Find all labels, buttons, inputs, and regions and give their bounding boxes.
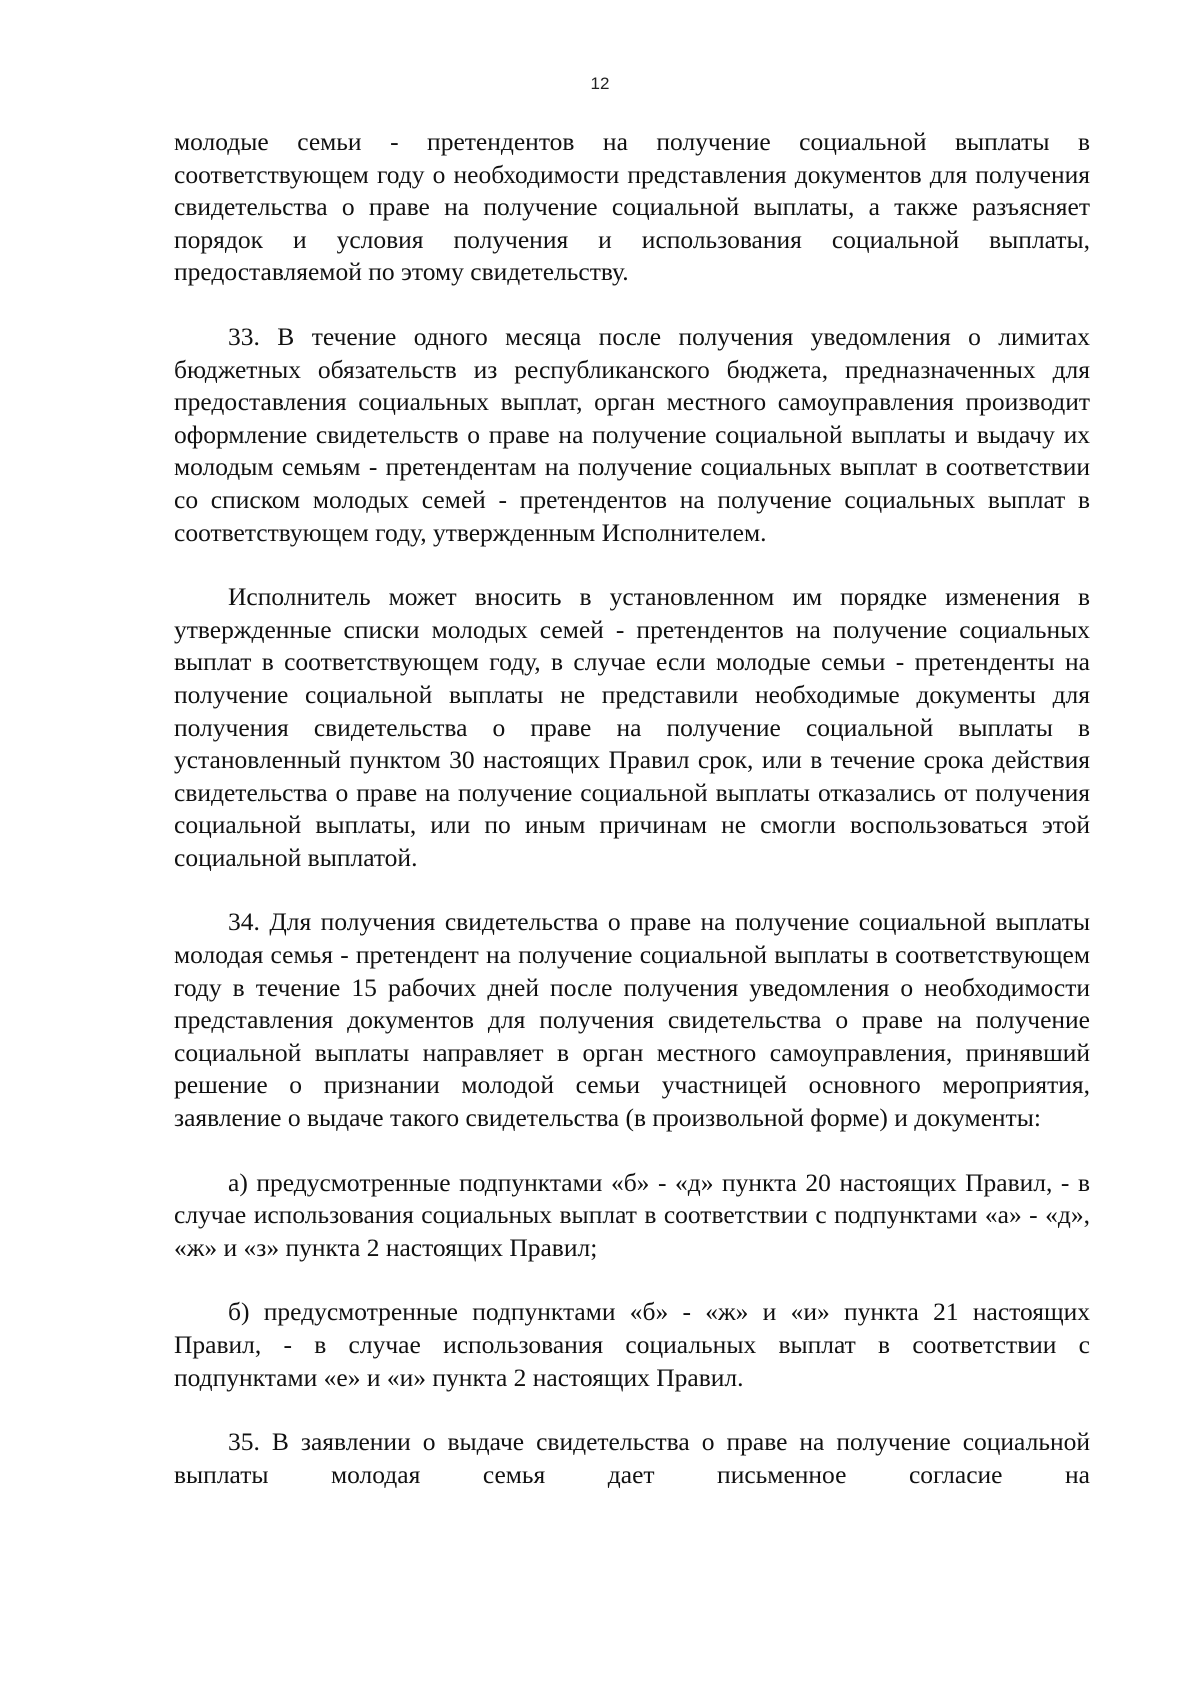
paragraph-continuation: молодые семьи - претендентов на получение социальной выплаты в соответствующем году о необходимости представления документов для получения свидетельства о праве на получение социальной выплаты, а также разъясняет порядок и условия получения и использования социальной выплаты, предоставляемой по этому свидетельству.	[174, 127, 1090, 287]
paragraph-35: 35. В заявлении о выдаче свидетельства о праве на получение социальной выплаты молодая семья дает письменное согласие на	[174, 1427, 1090, 1489]
paragraph-34: 34. Для получения свидетельства о праве на получение социальной выплаты молодая семья - претендент на получение социальной выплаты в соответствующем году в течение 15 рабочих дней после получения уведомления о необходимости представления документов для получения свидетельства о праве на получение социальной выплаты направляет в орган местного самоуправления, принявший решение о признании молодой семьи участницей основного мероприятия, заявление о выдаче такого свидетельства (в произвольной форме) и документы:	[174, 907, 1090, 1133]
page-number: 12	[590, 74, 610, 93]
paragraph-executor-changes: Исполнитель может вносить в установленном им порядке изменения в утвержденные списки молодых семей - претендентов на получение социальных выплат в соответствующем году, в случае если молодые семьи - претенденты на получение социальной выплаты не представили необходимые документы для получения свидетельства о праве на получение социальной выплаты в установленный пунктом 30 настоящих Правил срок, или в течение срока действия свидетельства о праве на получение социальной выплаты отказались от получения социальной выплаты, или по иным причинам не смогли воспользоваться этой социальной выплатой.	[174, 582, 1090, 872]
document-body	[174, 126, 1090, 1491]
paragraph-34-a: а) предусмотренные подпунктами «б» - «д» пункта 20 настоящих Правил, - в случае использования социальных выплат в соответствии с подпунктами «а» - «д», «ж» и «з» пункта 2 настоящих Правил;	[174, 1167, 1090, 1262]
paragraph-33: 33. В течение одного месяца после получения уведомления о лимитах бюджетных обязательств из республиканского бюджета, предназначенных для предоставления социальных выплат, орган местного самоуправления производит оформление свидетельств о праве на получение социальной выплаты и выдачу их молодым семьям - претендентам на получение социальных выплат в соответствии со списком молодых семей - претендентов на получение социальных выплат в соответствующем году, утвержденным Исполнителем.	[174, 321, 1090, 547]
paragraph-34-b: б) предусмотренные подпунктами «б» - «ж» и «и» пункта 21 настоящих Правил, - в случае использования социальных выплат в соответствии с подпунктами «е» и «и» пункта 2 настоящих Правил.	[174, 1297, 1090, 1392]
